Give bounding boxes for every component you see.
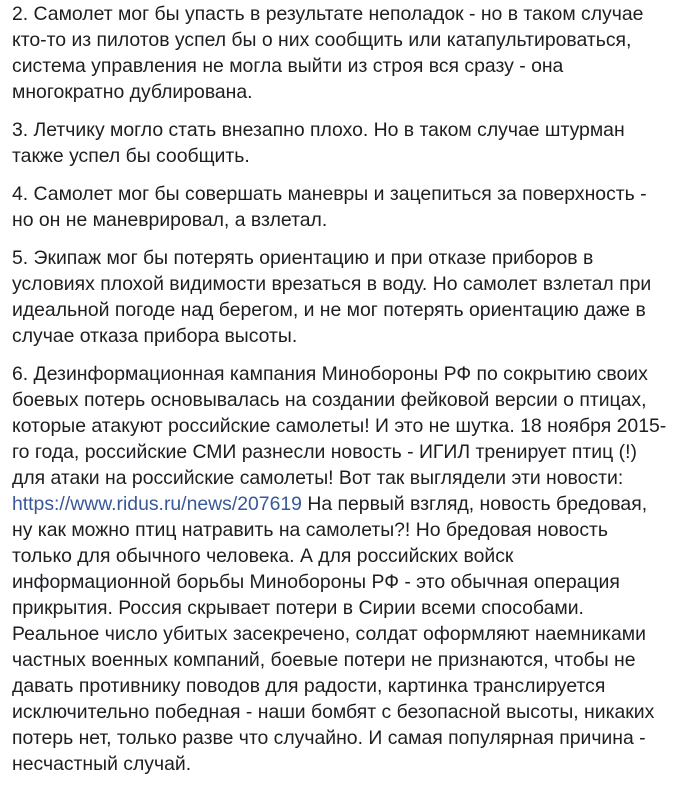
paragraph-6-text-before: 6. Дезинформационная кампания Минобороны РФ по сокрытию своих боевых потерь основывалась на создании фейковой версии о птицах, которые атакуют российские самолеты! И это не шутка. 18 ноября 2015- го года, российские СМИ разнесли новость - ИГИЛ тренирует птиц (!) для атаки на российские самолеты! Вот так выглядели эти новости: <box>12 363 667 489</box>
paragraph-6-text-after: На первый взгляд, новость бредовая, ну как можно птиц натравить на самолеты?! Но бредовая новость только для обычного человека. А для российских войск информационной борьбы Минобороны РФ - это обычная операция прикрытия. Россия скрывает потери в Сирии всеми способами. Реальное число убитых засекречено, солдат оформляют наемниками частных военных компаний, боевые потери не признаются, чтобы не давать противнику поводов для радости, картинка транслируется исключительно победная - наши бомбят с безопасной высоты, никаких потерь нет, только разве что случайно. И самая популярная причина - несчастный случай. <box>12 493 655 775</box>
paragraph-5: 5. Экипаж мог бы потерять ориентацию и при отказе приборов в условиях плохой видимости врезаться в воду. Но самолет взлетал при идеальной погоде над берегом, и не мог потерять ориентацию даже в случае отказа прибора высоты. <box>12 247 652 347</box>
post-body <box>12 0 684 789</box>
paragraph-3: 3. Летчику могло стать внезапно плохо. Но в таком случае штурман также успел бы сообщить. <box>12 119 625 167</box>
paragraph-2: 2. Самолет мог бы упасть в результате неполадок - но в таком случае кто-то из пилотов успел бы о них сообщить или катапультироваться, система управления не могла выйти из строя вся сразу - она многократно дублирована. <box>12 3 644 103</box>
paragraph-6 <box>12 361 684 777</box>
news-link[interactable]: https://www.ridus.ru/news/207619 <box>12 493 302 515</box>
paragraph-4: 4. Самолет мог бы совершать маневры и зацепиться за поверхность - но он не маневрировал, а взлетал. <box>12 183 647 231</box>
